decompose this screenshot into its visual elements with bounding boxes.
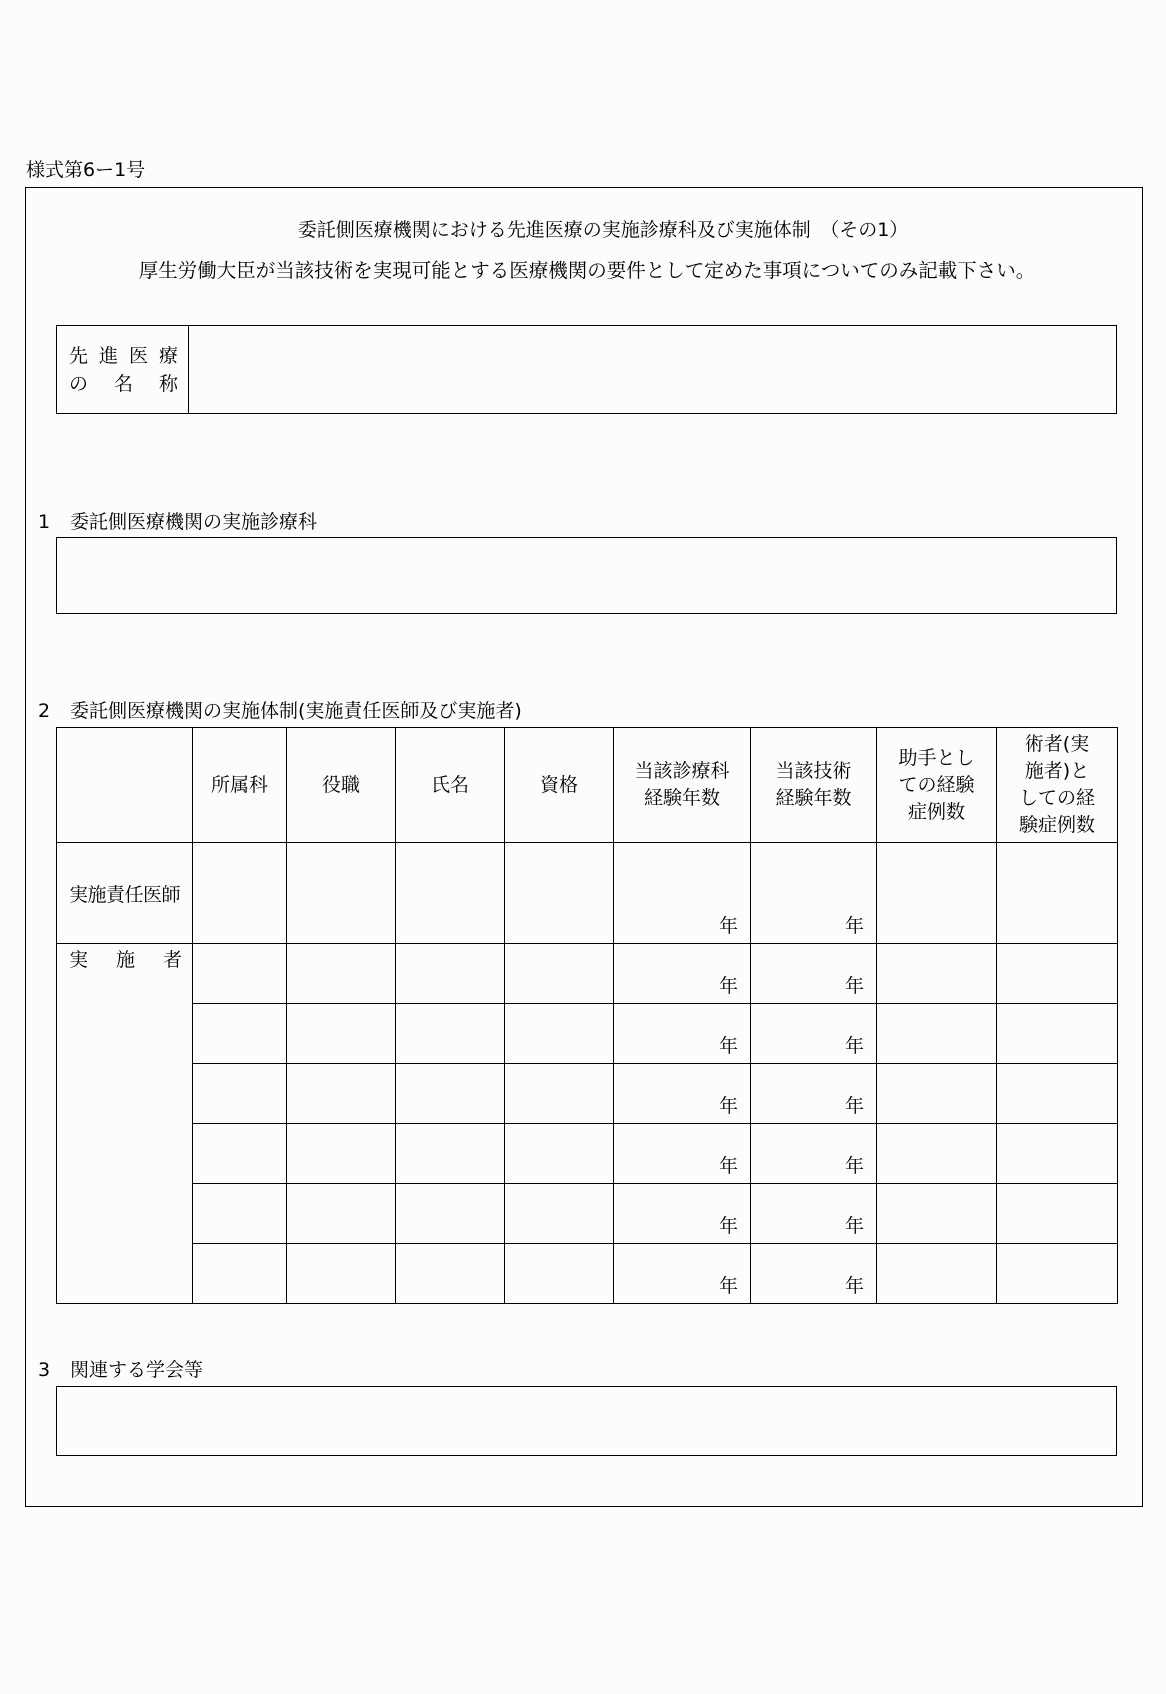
operator-cases-cell[interactable] — [997, 1244, 1118, 1304]
assistant-cases-cell[interactable] — [877, 944, 997, 1004]
year-unit: 年 — [718, 1155, 738, 1177]
tech-years-cell[interactable] — [751, 843, 877, 944]
dept-years-cell[interactable] — [614, 843, 751, 944]
assistant-cases-cell[interactable] — [877, 1184, 997, 1244]
table-row-implementer — [57, 1244, 1118, 1304]
year-unit: 年 — [718, 1035, 738, 1057]
tech-years-cell[interactable] — [751, 1244, 877, 1304]
section-number: 1 — [38, 511, 51, 533]
year-unit: 年 — [844, 975, 864, 997]
column-header: 資格 — [505, 728, 614, 843]
name-cell[interactable] — [396, 1244, 505, 1304]
operator-cases-cell[interactable] — [997, 1184, 1118, 1244]
section-number: 2 — [38, 700, 51, 722]
qualification-cell[interactable] — [505, 1244, 614, 1304]
tech-years-cell[interactable] — [751, 1184, 877, 1244]
column-header: 当該技術 経験年数 — [751, 728, 877, 843]
label-char: 先 — [69, 344, 89, 367]
table-row-implementer — [57, 1124, 1118, 1184]
section-number: 3 — [38, 1359, 51, 1381]
column-header: 当該診療科 経験年数 — [614, 728, 751, 843]
department-cell[interactable] — [193, 843, 287, 944]
name-cell[interactable] — [396, 1004, 505, 1064]
column-header: 氏名 — [396, 728, 505, 843]
technology-name-field[interactable] — [189, 326, 1116, 413]
label-char: 称 — [158, 372, 178, 395]
column-header: 術者(実 施者)と しての経 験症例数 — [997, 728, 1118, 843]
section-title: 関連する学会等 — [70, 1359, 204, 1381]
label-char: 医 — [128, 344, 148, 367]
tech-years-cell[interactable] — [751, 1064, 877, 1124]
section-title: 委託側医療機関の実施体制(実施責任医師及び実施者) — [70, 700, 522, 722]
role-label: 実施責任医師 — [57, 843, 193, 944]
year-unit: 年 — [718, 1095, 738, 1117]
name-cell[interactable] — [396, 1184, 505, 1244]
position-cell[interactable] — [287, 1124, 396, 1184]
qualification-cell[interactable] — [505, 1124, 614, 1184]
dept-years-cell[interactable] — [614, 1184, 751, 1244]
column-header: 助手とし ての経験 症例数 — [877, 728, 997, 843]
year-unit: 年 — [844, 1215, 864, 1237]
operator-cases-cell[interactable] — [997, 1064, 1118, 1124]
name-cell[interactable] — [396, 1064, 505, 1124]
technology-name-box — [56, 325, 1117, 414]
position-cell[interactable] — [287, 1064, 396, 1124]
label-char: 施 — [115, 949, 135, 971]
section-2-heading — [38, 699, 522, 723]
year-unit: 年 — [844, 1035, 864, 1057]
label-char: 進 — [98, 344, 118, 367]
year-unit: 年 — [718, 915, 738, 937]
section-title: 委託側医療機関の実施診療科 — [70, 511, 318, 533]
qualification-cell[interactable] — [505, 1004, 614, 1064]
year-unit: 年 — [718, 1275, 738, 1297]
staff-table — [56, 727, 1118, 1304]
year-unit: 年 — [718, 975, 738, 997]
year-unit: 年 — [844, 1275, 864, 1297]
form-instruction: 厚生労働大臣が当該技術を実現可能とする医療機関の要件として定めた事項についてのみ記載下さい。 — [138, 259, 1036, 282]
label-char: 者 — [162, 949, 182, 971]
column-header-role — [57, 728, 193, 843]
related-societies-field[interactable] — [56, 1386, 1117, 1456]
department-cell[interactable] — [193, 1184, 287, 1244]
position-cell[interactable] — [287, 1184, 396, 1244]
table-row-implementer — [57, 944, 1118, 1004]
table-row-lead-doctor — [57, 843, 1118, 944]
year-unit: 年 — [718, 1215, 738, 1237]
tech-years-cell[interactable] — [751, 1004, 877, 1064]
department-cell[interactable] — [193, 1004, 287, 1064]
operator-cases-cell[interactable] — [997, 944, 1118, 1004]
assistant-cases-cell[interactable] — [877, 1064, 997, 1124]
dept-years-cell[interactable] — [614, 1064, 751, 1124]
department-cell[interactable] — [193, 1244, 287, 1304]
form-number: 様式第6ー1号 — [26, 159, 146, 181]
position-cell[interactable] — [287, 1244, 396, 1304]
qualification-cell[interactable] — [505, 843, 614, 944]
qualification-cell[interactable] — [505, 1184, 614, 1244]
year-unit: 年 — [844, 915, 864, 937]
dept-years-cell[interactable] — [614, 1244, 751, 1304]
dept-years-cell[interactable] — [614, 1124, 751, 1184]
department-field[interactable] — [56, 537, 1117, 614]
role-label — [57, 944, 193, 1304]
technology-name-label — [57, 326, 189, 413]
year-unit: 年 — [844, 1095, 864, 1117]
operator-cases-cell[interactable] — [997, 1004, 1118, 1064]
position-cell[interactable] — [287, 1004, 396, 1064]
tech-years-cell[interactable] — [751, 944, 877, 1004]
table-header-row — [57, 728, 1118, 843]
section-3-heading — [38, 1358, 203, 1382]
operator-cases-cell[interactable] — [997, 843, 1118, 944]
position-cell[interactable] — [287, 944, 396, 1004]
name-cell[interactable] — [396, 843, 505, 944]
tech-years-cell[interactable] — [751, 1124, 877, 1184]
department-cell[interactable] — [193, 1124, 287, 1184]
position-cell[interactable] — [287, 843, 396, 944]
label-char: 療 — [158, 344, 178, 367]
year-unit: 年 — [844, 1155, 864, 1177]
dept-years-cell[interactable] — [614, 944, 751, 1004]
name-cell[interactable] — [396, 944, 505, 1004]
label-char: 名 — [113, 372, 133, 395]
dept-years-cell[interactable] — [614, 1004, 751, 1064]
column-header: 所属科 — [193, 728, 287, 843]
table-row-implementer — [57, 1064, 1118, 1124]
section-1-heading — [38, 510, 317, 534]
assistant-cases-cell[interactable] — [877, 1004, 997, 1064]
assistant-cases-cell[interactable] — [877, 1244, 997, 1304]
assistant-cases-cell[interactable] — [877, 1124, 997, 1184]
assistant-cases-cell[interactable] — [877, 843, 997, 944]
label-char: 実 — [69, 949, 89, 971]
column-header: 役職 — [287, 728, 396, 843]
form-title: 委託側医療機関における先進医療の実施診療科及び実施体制 （その1） — [297, 219, 909, 241]
qualification-cell[interactable] — [505, 944, 614, 1004]
label-char: の — [69, 372, 89, 395]
qualification-cell[interactable] — [505, 1064, 614, 1124]
table-row-implementer — [57, 1004, 1118, 1064]
department-cell[interactable] — [193, 1064, 287, 1124]
name-cell[interactable] — [396, 1124, 505, 1184]
operator-cases-cell[interactable] — [997, 1124, 1118, 1184]
table-row-implementer — [57, 1184, 1118, 1244]
department-cell[interactable] — [193, 944, 287, 1004]
